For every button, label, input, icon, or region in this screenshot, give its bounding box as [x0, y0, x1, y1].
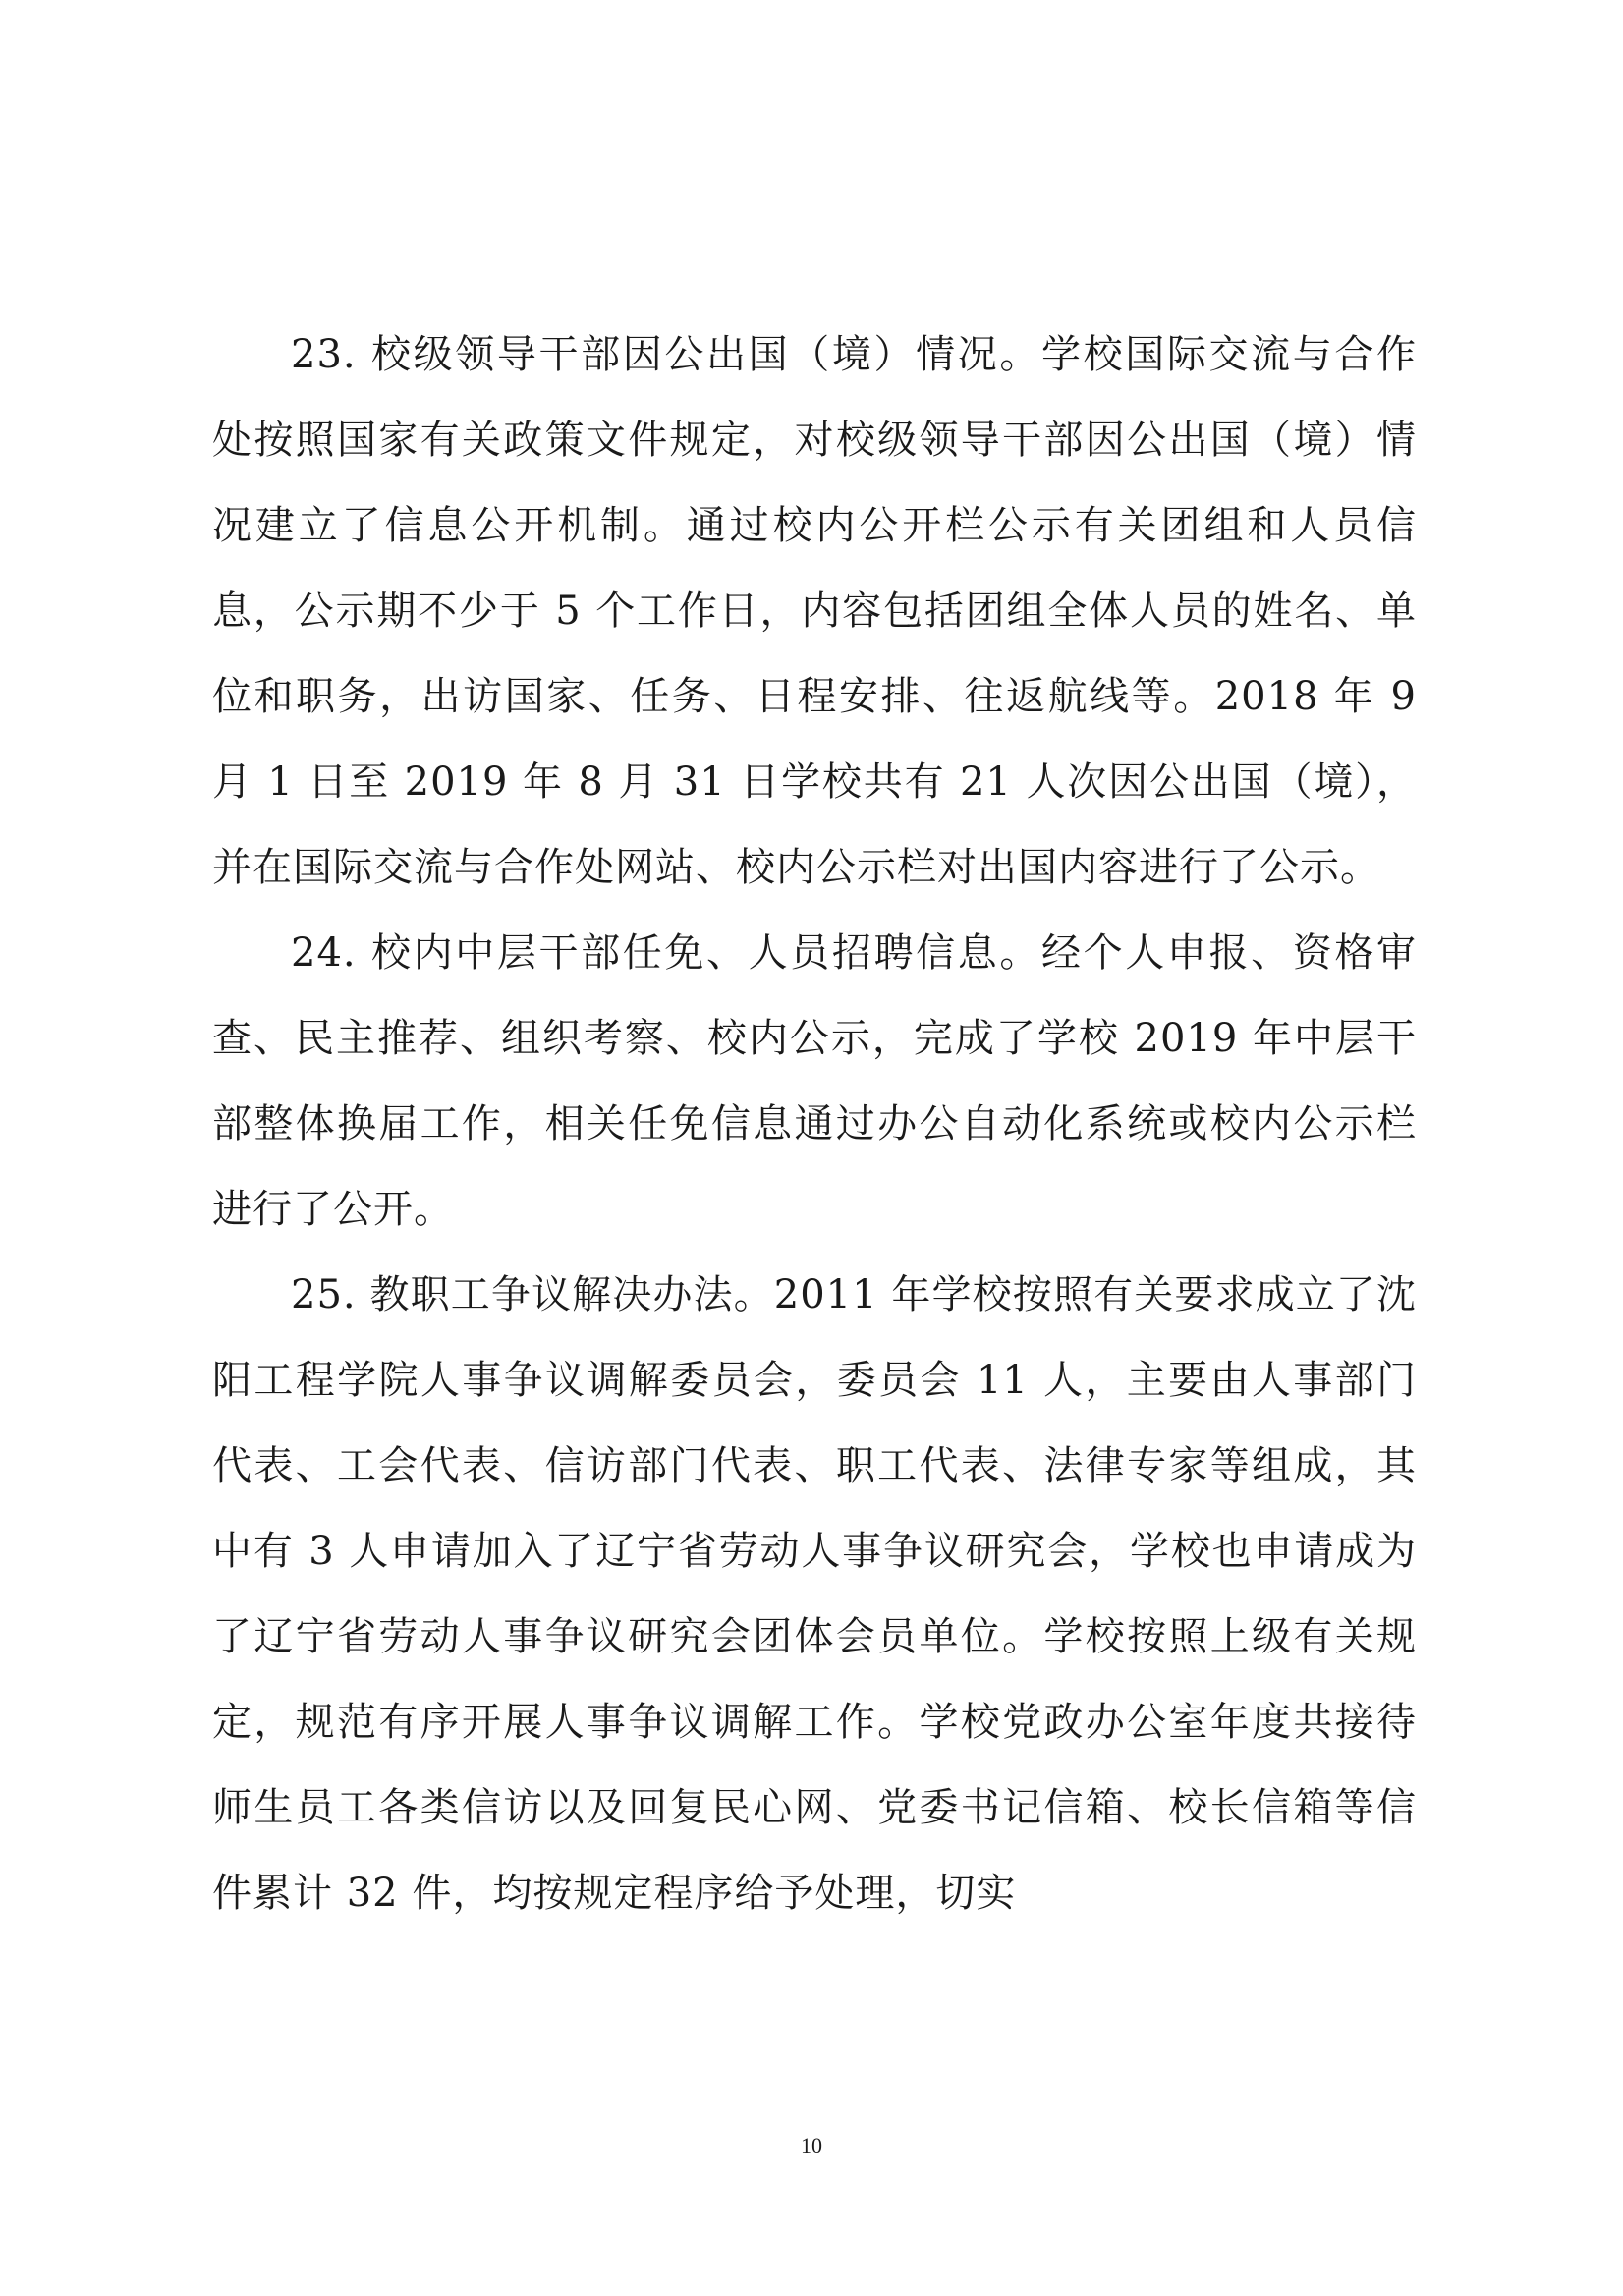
page-body — [212, 312, 1417, 1936]
paragraph-24: 24. 校内中层干部任免、人员招聘信息。经个人申报、资格审查、民主推荐、组织考察、校内公示，完成了学校 2019 年中层干部整体换届工作，相关任免信息通过办公自动化系统或校内公示栏进行了公开。 — [212, 930, 1417, 1232]
page-number: 10 — [801, 2133, 822, 2157]
paragraph-23: 23. 校级领导干部因公出国（境）情况。学校国际交流与合作处按照国家有关政策文件规定，对校级领导干部因公出国（境）情况建立了信息公开机制。通过校内公开栏公示有关团组和人员信息，公示期不少于 5 个工作日，内容包括团组全体人员的姓名、单位和职务，出访国家、任务、日程安排、往返航线等。2018 年 9 月 1 日至 2019 年 8 月 31 日学校共有 21 人次因公出国（境），并在国际交流与合作处网站、校内公示栏对出国内容进行了公示。 — [212, 332, 1417, 890]
paragraph-25: 25. 教职工争议解决办法。2011 年学校按照有关要求成立了沈阳工程学院人事争议调解委员会，委员会 11 人，主要由人事部门代表、工会代表、信访部门代表、职工代表、法律专家等组成，其中有 3 人申请加入了辽宁省劳动人事争议研究会，学校也申请成为了辽宁省劳动人事争议研究会团体会员单位。学校按照上级有关规定，规范有序开展人事争议调解工作。学校党政办公室年度共接待师生员工各类信访以及回复民心网、党委书记信箱、校长信箱等信件累计 32 件，均按规定程序给予处理，切实 — [212, 1272, 1417, 1916]
